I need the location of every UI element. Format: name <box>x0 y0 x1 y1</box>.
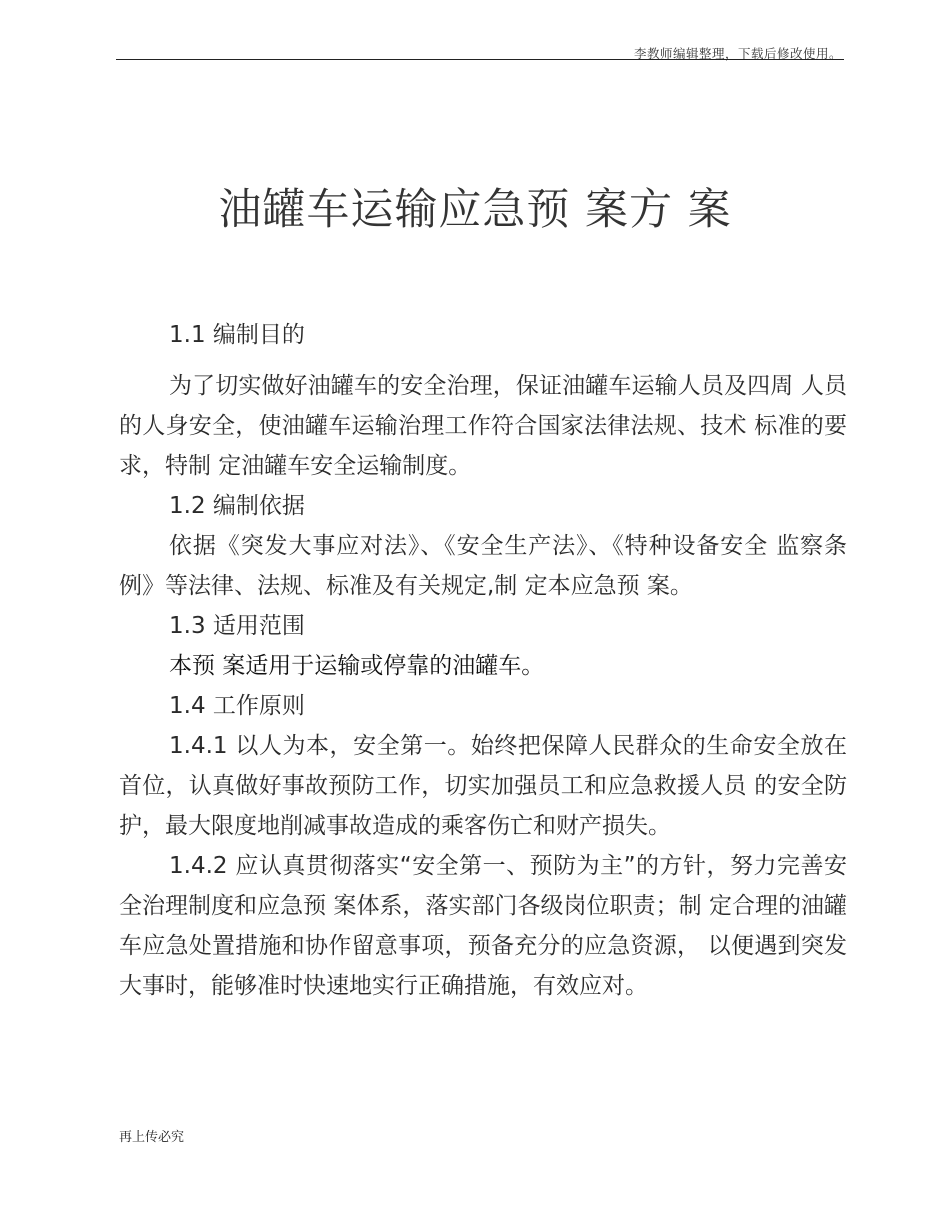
document-title: 油罐车运输应急预 案方 案 <box>218 185 732 235</box>
section-heading-1-4: 1.4 工作原则 <box>169 693 305 719</box>
paragraph-basis: 依据《突发大事应对法》、《安全生产法》、《特种设备安全 监察条例》等法律、法规、标准及有关规定,制 定本应急预 案。 <box>119 533 847 599</box>
paragraph-principle-1-4-2: 1.4.2 应认真贯彻落实“安全第一、预防为主”的方针，努力完善安全治理制度和应急预 案体系，落实部门各级岗位职责；制 定合理的油罐车应急处置措施和协作留意事项，预备充分的应急资源， 以便遇到突发大事时，能够准时快速地实行正确措施，有效应对。 <box>119 853 847 999</box>
header-note: 李教师编辑整理，下载后修改使用。 <box>633 46 842 61</box>
section-heading-1-2: 1.2 编制依据 <box>169 493 305 519</box>
footer-note: 再上传必究 <box>119 1130 185 1145</box>
paragraph-scope: 本预 案适用于运输或停靠的油罐车。 <box>169 653 545 679</box>
paragraph-principle-1-4-1: 1.4.1 以人为本，安全第一。始终把保障人民群众的生命安全放在首位，认真做好事故预防工作，切实加强员工和应急救援人员 的安全防护，最大限度地削减事故造成的乘客伤亡和财产损失。 <box>119 733 847 839</box>
section-heading-1-3: 1.3 适用范围 <box>169 613 305 639</box>
header-divider <box>116 59 844 60</box>
paragraph-purpose: 为了切实做好油罐车的安全治理，保证油罐车运输人员及四周 人员的人身安全，使油罐车运输治理工作符合国家法律法规、技术 标准的要求，特制 定油罐车安全运输制度。 <box>119 373 847 479</box>
section-heading-1-1: 1.1 编制目的 <box>169 322 305 348</box>
document-body <box>119 315 847 1006</box>
